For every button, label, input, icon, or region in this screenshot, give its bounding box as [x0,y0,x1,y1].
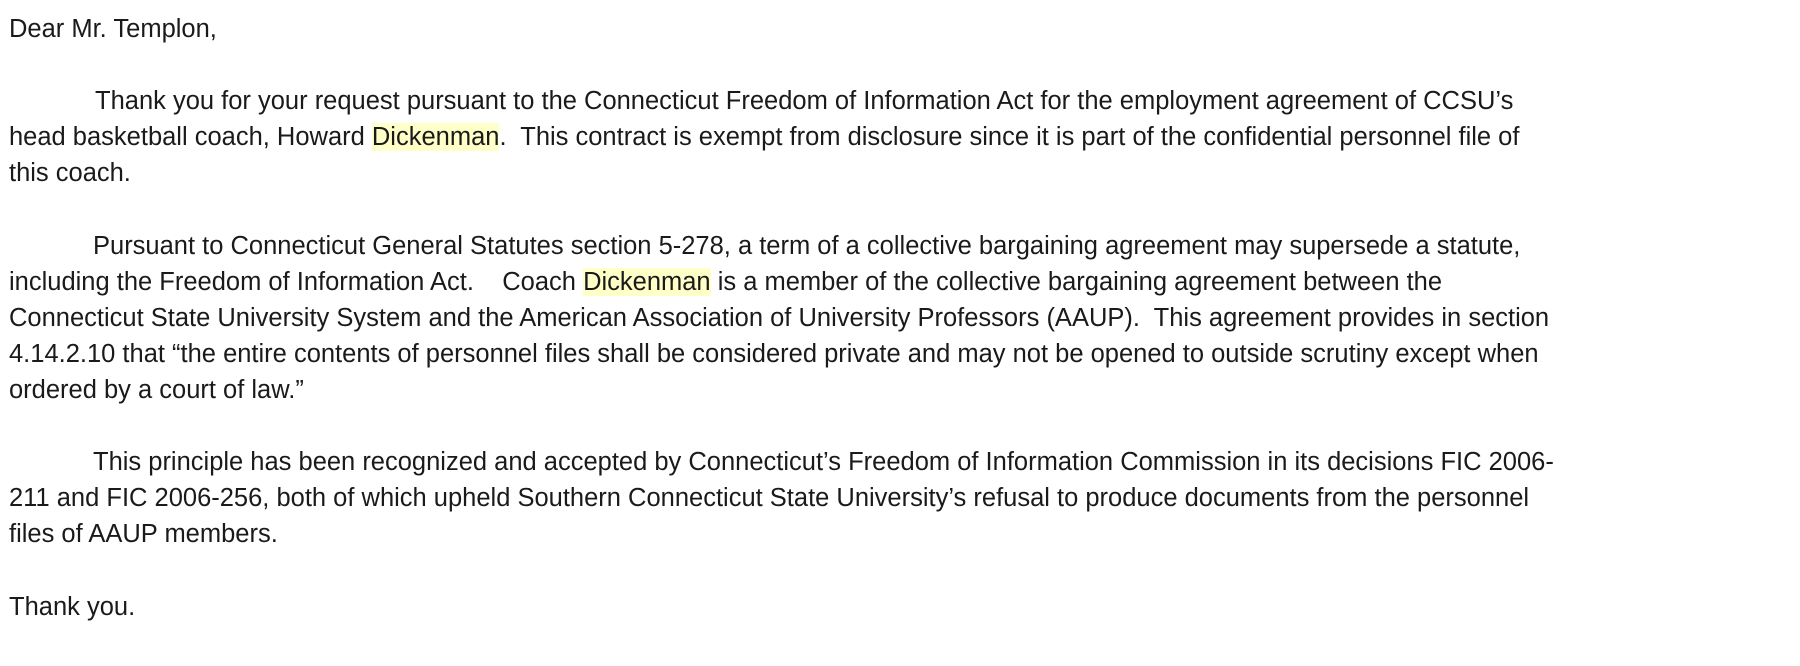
closing-text: Thank you. [9,593,136,621]
paragraph-line [9,444,1554,480]
paragraph-line: this coach. [9,159,131,187]
paragraph-line [9,119,1519,155]
closing [9,589,135,625]
paragraph-request-response [9,83,1519,191]
paragraph-precedent [9,444,1554,552]
salutation [9,11,217,47]
paragraph-text: including the Freedom of Information Act. Coach [9,268,584,296]
paragraph-text: This principle has been recognized and accepted by Connecticut’s Freedom of Information Commission in its decisions FIC 2006- [93,448,1554,476]
paragraph-line: 4.14.2.10 that “the entire contents of personnel files shall be considered private and may not be opened to outside scrutiny except when [9,340,1539,368]
paragraph-line: Connecticut State University System and the American Association of University Professors (AAUP). This agreement provides in section [9,304,1550,332]
paragraph-line: ordered by a court of law.” [9,376,304,404]
highlighted-name: Dickenman [371,123,500,151]
paragraph-text: . This contract is exempt from disclosure since it is part of the confidential personnel file of [499,123,1520,151]
paragraph-line [9,228,1549,264]
paragraph-line: 211 and FIC 2006-256, both of which upheld Southern Connecticut State University’s refusal to produce documents from the personnel [9,484,1530,512]
salutation-text: Dear Mr. Templon, [9,15,217,43]
paragraph-text: Pursuant to Connecticut General Statutes section 5-278, a term of a collective bargaining agreement may supersede a statute, [93,232,1521,260]
paragraph-statute [9,228,1549,408]
paragraph-line: files of AAUP members. [9,520,278,548]
highlighted-name: Dickenman [583,268,711,296]
paragraph-text: Thank you for your request pursuant to the Connecticut Freedom of Information Act for the employment agreement of CCSU’s [95,87,1514,115]
paragraph-text: is a member of the collective bargaining agreement between the [710,268,1443,296]
paragraph-text: head basketball coach, Howard [9,123,372,151]
paragraph-line [9,83,1519,119]
paragraph-line [9,264,1549,300]
